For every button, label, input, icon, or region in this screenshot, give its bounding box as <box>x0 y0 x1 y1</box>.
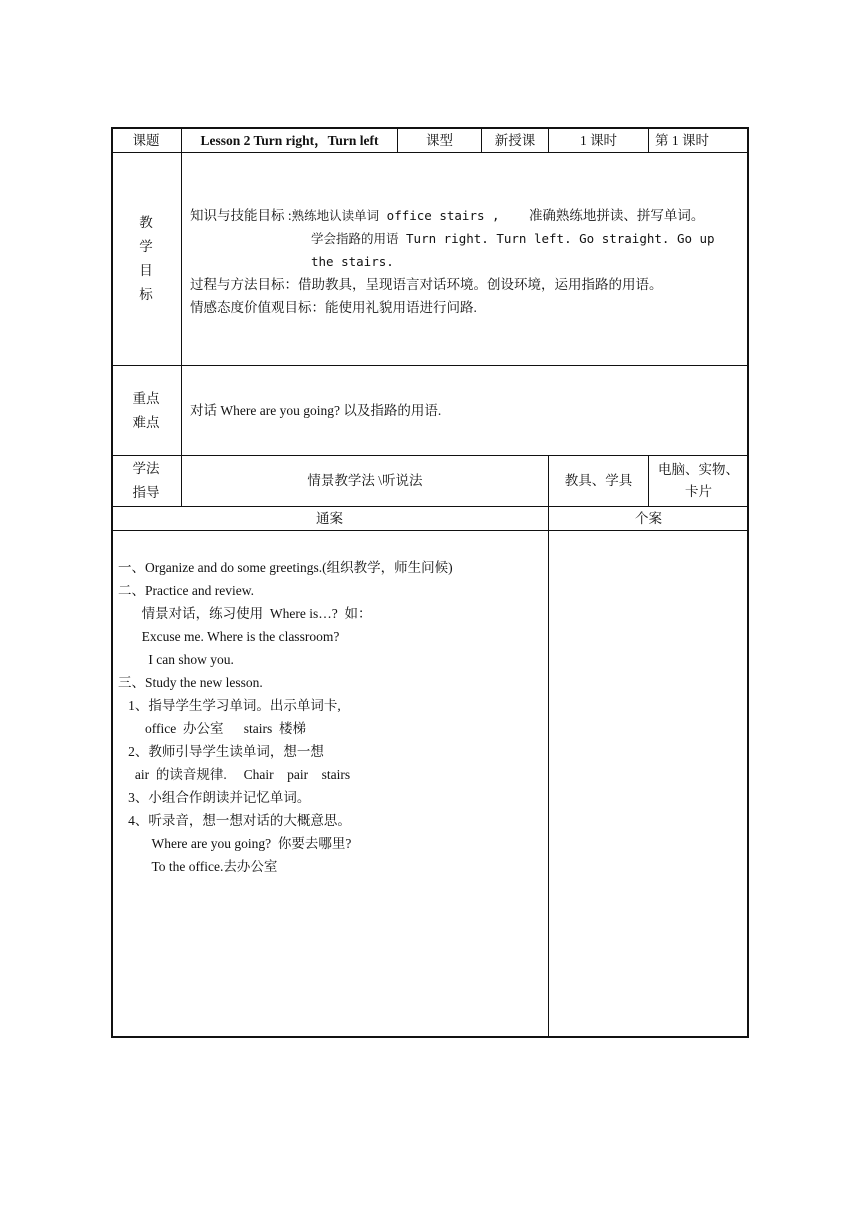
knowledge-line2: 学会指路的用语 Turn right. Turn left. Go straight. Go up <box>311 231 715 246</box>
plan-line: 3、小组合作朗读并记忆单词。 <box>118 790 311 805</box>
keypoints-content: 对话 Where are you going? 以及指路的用语. <box>190 402 442 418</box>
plan-line: office 办公室 stairs 楼梯 <box>118 721 306 736</box>
period-value: 第 1 课时 <box>655 132 709 148</box>
aids-label: 教具、学具 <box>564 473 633 488</box>
objectives-label-char: 标 <box>139 287 153 302</box>
topic-label: 课题 <box>132 132 160 148</box>
individual-plan-header: 个案 <box>635 510 662 526</box>
type-label: 课型 <box>426 132 453 148</box>
emotion-objective: 情感态度价值观目标：能使用礼貌用语进行问路. <box>190 300 477 315</box>
knowledge-line1b: 准确熟练地拼读、拼写单词。 <box>528 208 705 223</box>
hours-value: 1 课时 <box>579 132 618 148</box>
col-divider <box>181 152 182 506</box>
keypoints-label-line: 重点 <box>132 390 160 406</box>
method-label-line: 学法 <box>132 461 160 476</box>
plan-line: 一、Organize and do some greetings.(组织教学，师生问候) <box>118 560 453 575</box>
plan-line: I can show you. <box>118 652 234 667</box>
plan-line: 二、Practice and review. <box>118 583 254 598</box>
plan-line: 4、听录音，想一想对话的大概意思。 <box>118 813 351 828</box>
knowledge-objective <box>190 204 750 227</box>
common-plan-header: 通案 <box>316 510 343 526</box>
objectives-label-char: 教 <box>139 215 153 230</box>
objectives-label <box>111 153 181 365</box>
aids-value-line: 电脑、实物、 <box>658 462 739 477</box>
objectives-label-char: 目 <box>139 263 153 278</box>
plan-line: 情景对话，练习使用 Where is…? 如： <box>118 606 372 621</box>
knowledge-label: 知识与技能目标 : <box>190 208 292 223</box>
keypoints-label-line: 难点 <box>132 414 160 430</box>
type-value: 新授课 <box>494 132 536 148</box>
method-label <box>111 456 181 506</box>
row-divider <box>111 152 749 153</box>
knowledge-line1: 熟练地认读单词 office stairs , <box>291 208 500 223</box>
lesson-title: Lesson 2 Turn right，Turn left <box>200 132 379 148</box>
plan-line: 1、指导学生学习单词。出示单词卡, <box>118 698 341 713</box>
plan-line: 2、教师引导学生读单词，想一想 <box>118 744 324 759</box>
col-divider <box>548 506 549 1037</box>
objectives-label-char: 学 <box>139 239 153 254</box>
aids-value <box>649 456 748 506</box>
process-objective: 过程与方法目标：借助教具，呈现语言对话环境。创设环境，运用指路的用语。 <box>190 277 663 292</box>
aids-value-line: 卡片 <box>685 484 712 499</box>
plan-line: 三、Study the new lesson. <box>118 675 263 690</box>
plan-line: air 的读音规律. Chair pair stairs <box>118 767 351 782</box>
method-content: 情景教学法 \听说法 <box>307 473 423 488</box>
row-divider <box>111 530 749 531</box>
keypoints-label <box>111 366 181 455</box>
plan-line: Excuse me. Where is the classroom? <box>118 629 340 644</box>
plan-line: To the office.去办公室 <box>118 859 278 874</box>
method-label-line: 指导 <box>132 485 160 500</box>
knowledge-line3: the stairs. <box>311 254 394 269</box>
plan-line: Where are you going? 你要去哪里? <box>118 836 352 851</box>
common-plan-content <box>118 556 546 878</box>
